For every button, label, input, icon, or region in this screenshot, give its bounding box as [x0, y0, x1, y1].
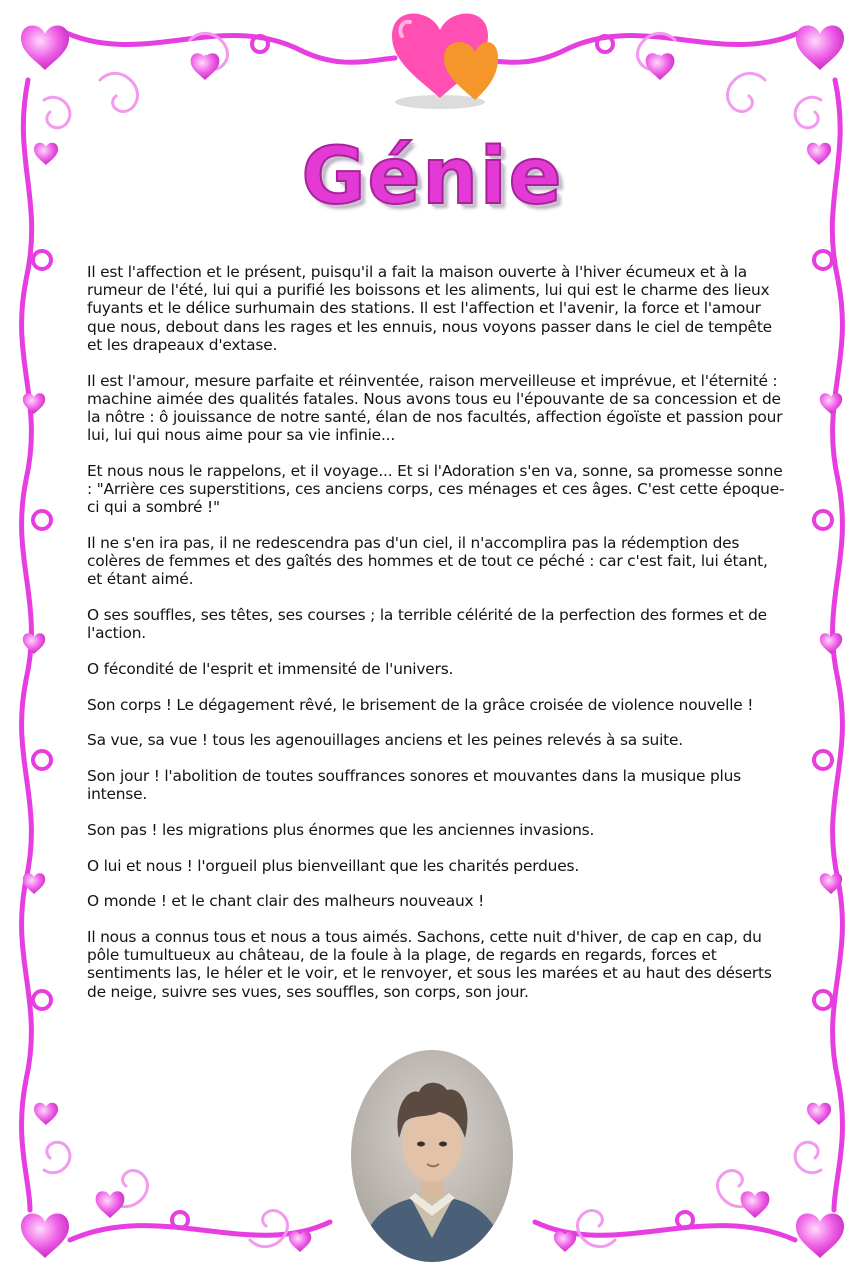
paragraph: O ses souffles, ses têtes, ses courses ; la terrible célérité de la perfection des formes et de l'action. [87, 606, 767, 643]
paragraph: Il est l'affection et le présent, puisqu'il a fait la maison ouverte à l'hiver écumeux et à la rumeur de l'été, lui qui a purifié les boissons et les aliments, lui qui est le charme des lieux fuyants et le délice surhumain des stations. Il est l'affection et l'avenir, la force et l'amour que nous, debout dans les rages et les ennuis, nous voyons passer dans le ciel de tempête et les drapeaux d'extase. [87, 263, 772, 354]
paragraph: O fécondité de l'esprit et immensité de l'univers. [87, 659, 454, 678]
page-title: Génie [301, 132, 564, 222]
paragraph: Et nous nous le rappelons, et il voyage... Et si l'Adoration s'en va, sonne, sa promesse sonne : "Arrière ces superstitions, ces anciens corps, ces ménages et ces âges. C'est cette époque-ci qui a sombré !" [87, 461, 785, 517]
poem-body [87, 263, 787, 1018]
paragraph: Son pas ! les migrations plus énormes que les anciennes invasions. [87, 820, 595, 839]
paragraph: O lui et nous ! l'orgueil plus bienveillant que les charités perdues. [87, 856, 580, 875]
portrait-photo [349, 1048, 515, 1264]
paragraph: Il ne s'en ira pas, il ne redescendra pas d'un ciel, il n'accomplira pas la rédemption des colères de femmes et des gaîtés des hommes et de tout ce péché : car c'est fait, lui étant, et étant aimé. [87, 533, 768, 589]
paragraph: Son corps ! Le dégagement rêvé, le brisement de la grâce croisée de violence nouvelle ! [87, 695, 754, 714]
pink-and-orange-hearts-icon [392, 13, 498, 109]
paragraph: Il nous a connus tous et nous a tous aimés. Sachons, cette nuit d'hiver, de cap en cap, du pôle tumultueux au château, de la foule à la plage, de regards en regards, forces et sentiments las, le héler et le voir, et le renvoyer, et sous les marées et au haut des déserts de neige, suivre ses vues, ses souffles, son corps, son jour. [87, 928, 772, 1001]
paragraph: Son jour ! l'abolition de toutes souffrances sonores et mouvantes dans la musique plus intense. [87, 767, 741, 804]
paragraph: O monde ! et le chant clair des malheurs nouveaux ! [87, 892, 485, 911]
paragraph: Sa vue, sa vue ! tous les agenouillages anciens et les peines relevés à sa suite. [87, 731, 683, 750]
paragraph: Il est l'amour, mesure parfaite et réinventée, raison merveilleuse et imprévue, et l'éternité : machine aimée des qualités fatales. Nous avons tous eu l'épouvante de sa concession et de la nôtre : ô jouissance de notre santé, élan de nos facultés, affection égoïste et passion pour lui, lui qui nous aime pour sa vie infinie... [87, 371, 783, 445]
